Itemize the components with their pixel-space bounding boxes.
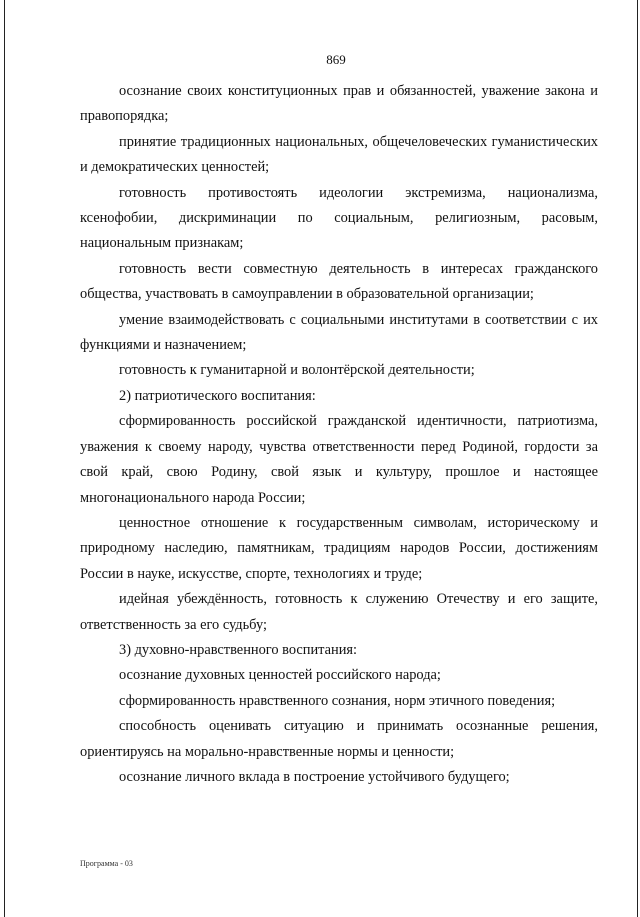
paragraph: готовность противостоять идеологии экстремизма, национализма, ксенофобии, дискриминации по социальным, религиозным, расовым, национальным признакам; (80, 184, 598, 252)
paragraph: умение взаимодействовать с социальными институтами в соответствии с их функциями и назначением; (80, 311, 598, 354)
paragraph: принятие традиционных национальных, общечеловеческих гуманистических и демократических ценностей; (80, 133, 598, 176)
section-heading-spiritual: 3) духовно-нравственного воспитания: (119, 641, 358, 658)
paragraph: готовность вести совместную деятельность в интересах гражданского общества, участвовать в самоуправлении в образовательной организации; (80, 260, 598, 303)
document-body (80, 79, 598, 790)
page-left-edge (4, 0, 5, 917)
footer-label: Программа - 03 (80, 859, 133, 868)
paragraph: осознание личного вклада в построение устойчивого будущего; (119, 768, 510, 785)
paragraph: осознание духовных ценностей российского народа; (119, 667, 441, 684)
paragraph: способность оценивать ситуацию и принимать осознанные решения, ориентируясь на морально-нравственные нормы и ценности; (80, 718, 598, 760)
page-number: 869 (326, 52, 346, 67)
paragraph: ценностное отношение к государственным символам, историческому и природному наследию, памятникам, традициям народов России, достижениям России в науке, искусстве, спорте, технологиях и труде; (80, 514, 598, 582)
paragraph: сформированность нравственного сознания, норм этичного поведения; (119, 692, 556, 709)
paragraph: сформированность российской гражданской идентичности, патриотизма, уважения к своему народу, чувства ответственности перед Родиной, гордости за свой край, свою Родину, свой язык и культуру, прошлое и настоящее многонационального народа России; (80, 413, 598, 506)
page-right-edge (637, 0, 638, 917)
paragraph: идейная убеждённость, готовность к служению Отечеству и его защите, ответственность за его судьбу; (80, 591, 598, 633)
section-heading-patriotic: 2) патриотического воспитания: (119, 387, 316, 404)
paragraph: осознание своих конституционных прав и обязанностей, уважение закона и правопорядка; (80, 83, 598, 125)
paragraph: готовность к гуманитарной и волонтёрской деятельности; (119, 362, 475, 379)
